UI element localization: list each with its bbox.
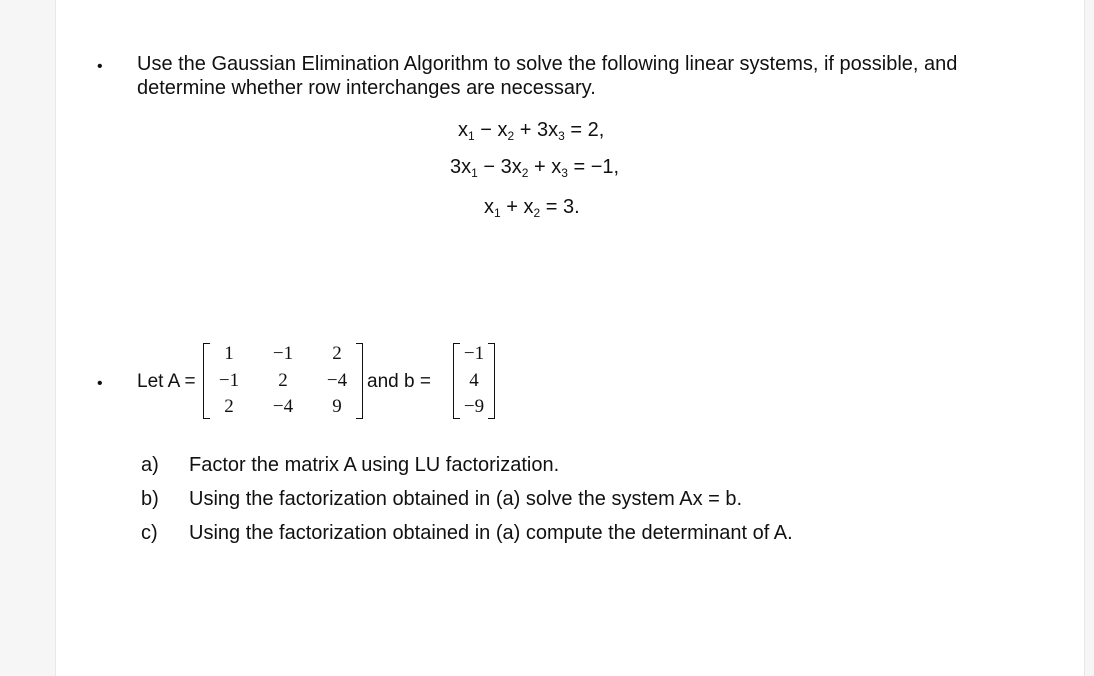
let-a-label: Let A =: [137, 371, 196, 392]
part-text: Using the factorization obtained in (a) compute the determinant of A.: [189, 522, 793, 544]
and-b-label: and b =: [367, 371, 431, 392]
matrix-a-cell: −4: [326, 370, 348, 391]
part-text: Factor the matrix A using LU factorization.: [189, 454, 560, 476]
matrix-a-cell: −1: [218, 370, 240, 391]
question-1-text: Use the Gaussian Elimination Algorithm to solve the following linear systems, if possible, and determine whether row interchanges are necessary.: [137, 53, 958, 99]
matrix-a-cell: 2: [224, 396, 234, 417]
part-text: Using the factorization obtained in (a) solve the system Ax = b.: [189, 488, 743, 510]
matrix-a-cell: 2: [278, 370, 288, 391]
part-label: a): [141, 454, 159, 476]
equation-1: $x_1 - x_2 + 3x_3 = 2$,: [458, 119, 605, 143]
matrix-a-cell: 1: [224, 343, 234, 364]
vector-b-cell: 4: [469, 370, 479, 391]
part-label: b): [141, 488, 159, 510]
matrix-a-cell: 9: [332, 396, 342, 417]
bullet-2: •: [97, 375, 103, 392]
vector-b-cell: −9: [463, 396, 485, 417]
equation-3: $x_1 + x_2 = 3$.: [484, 196, 580, 220]
right-bracket: [356, 343, 363, 419]
left-bracket: [203, 343, 210, 419]
part-label: c): [141, 522, 158, 544]
matrix-a-cell: 2: [332, 343, 342, 364]
vector-b: [453, 343, 495, 419]
matrix-a: [203, 343, 363, 419]
document-page: [55, 0, 1085, 676]
vector-b-cell: −1: [463, 343, 485, 364]
equation-2: $3x_1 - 3x_2 + x_3 = -1$,: [450, 156, 620, 180]
bullet-1: •: [97, 58, 103, 75]
matrix-a-cell: −4: [272, 396, 294, 417]
matrix-a-cell: −1: [272, 343, 294, 364]
